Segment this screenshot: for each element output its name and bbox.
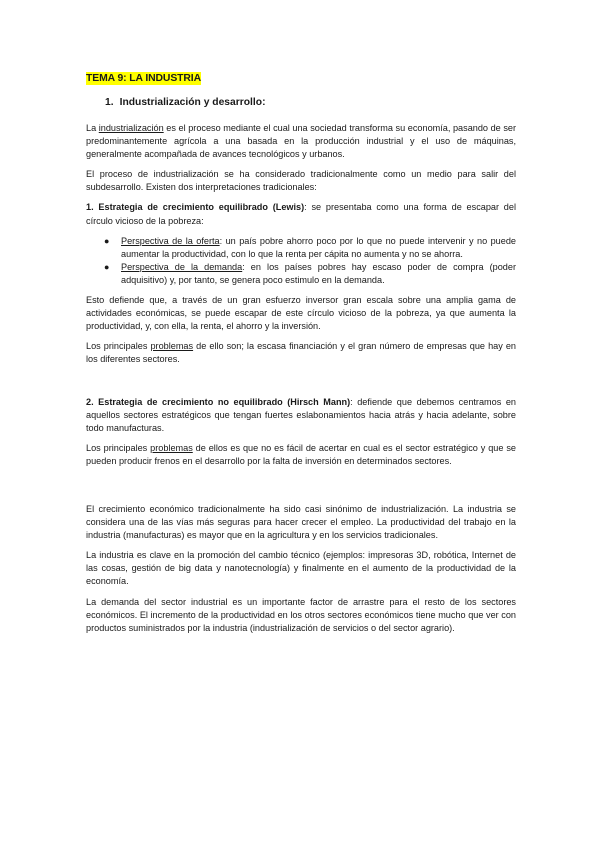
term-demand-perspective: Perspectiva de la demanda	[121, 261, 243, 272]
paragraph-interpretations: El proceso de industrialización se ha considerado tradicionalmente como un medio para salir del subdesarrollo. Existen dos interpretaciones tradicionales:	[86, 169, 516, 193]
text-run: es el proceso mediante el cual una sociedad transforma su economía, pasando de ser predominantemente agrícola a una basada en la producción industrial y el uso de máquinas, generalmente acompañada de avances tecnológicos y urbanos.	[86, 123, 516, 160]
list-item	[104, 261, 516, 287]
term-problems: problemas	[150, 341, 194, 352]
section-heading-text: Industrialización y desarrollo:	[119, 97, 266, 108]
text-run: : un país pobre ahorro poco por lo que no puede intervenir y no puede aumentar la productividad, con lo que la renta per cápita no aumenta y no se ahorra.	[121, 235, 516, 259]
perspectives-list	[86, 235, 516, 287]
strategy-2-label: 2. Estrategia de crecimiento no equilibrado (Hirsch Mann)	[86, 396, 351, 407]
paragraph-unbalanced-growth	[86, 396, 516, 435]
text-run: : defiende que debemos centramos en aquellos sectores estratégicos que tengan fuertes eslabonamientos hacia atrás y hacia adelante, sobre todo manufacturas.	[86, 396, 516, 433]
term-supply-perspective: Perspectiva de la oferta	[121, 235, 220, 246]
term-industrialization: industrialización	[98, 123, 164, 133]
paragraph-investment-effort: Esto defiende que, a través de un gran esfuerzo inversor gran escala sobre una amplia gama de actividades económicas, se puede escapar de este círculo vicioso de la pobreza, ya que aumenta la productividad, y, con ella, la renta, el ahorro y la inversión.	[86, 295, 516, 332]
paragraph-balanced-problems	[86, 340, 516, 366]
text-run: : se presentaba como una forma de escapar del círculo vicioso de la pobreza:	[86, 202, 516, 226]
paragraph-technical-change: La industria es clave en la promoción del cambio técnico (ejemplos: impresoras 3D, robótica, Internet de las cosas, gestión de big data y nanotecnología) y finalmente en el aumento de la productividad de la economía.	[86, 550, 516, 587]
paragraph-industrialization-definition	[86, 122, 516, 161]
bullet-icon: ●	[104, 235, 110, 246]
text-run: de ellos es que no es fácil de acertar en cual es el sector estratégico y que se pueden producir frenos en el desarrollo por la falta de inversión en determinados sectores.	[86, 442, 517, 466]
text-run: : en los países pobres hay escaso poder de compra (poder adquisitivo) y, por tanto, se genera poco estimulo en la demanda.	[121, 261, 516, 285]
document-title: TEMA 9: LA INDUSTRIA	[86, 73, 201, 84]
paragraph-industrial-demand: La demanda del sector industrial es un importante factor de arrastre para el resto de los sectores económicos. El incremento de la productividad en los otros sectores económicos tiene mucho que ver con productos suministrados por la industria (industrialización de servicios o del sector agrario).	[86, 596, 516, 633]
text-run: La	[86, 123, 99, 133]
paragraph-unbalanced-problems	[86, 442, 516, 468]
strategy-1-label: 1. Estrategia de crecimiento equilibrado (Lewis)	[86, 202, 305, 213]
text-run: de ello son; la escasa financiación y el gran número de empresas que hay en los diferentes sectores.	[86, 341, 516, 365]
bullet-icon: ●	[104, 261, 110, 272]
list-item	[104, 235, 516, 261]
section-heading-number: 1.	[105, 97, 114, 108]
term-problems: problemas	[150, 442, 193, 453]
paragraph-balanced-growth	[86, 201, 516, 227]
section-heading	[105, 96, 516, 109]
text-run: Los principales	[86, 341, 151, 352]
paragraph-economic-growth: El crecimiento económico tradicionalmente ha sido casi sinónimo de industrialización. La industria se considera una de las vías más seguras para hacer crecer el empleo. La productividad del trabajo en la industria (manufacturas) es mayor que en la agricultura y en los servicios tradicionales.	[86, 503, 516, 541]
text-run: Los principales	[86, 442, 151, 453]
